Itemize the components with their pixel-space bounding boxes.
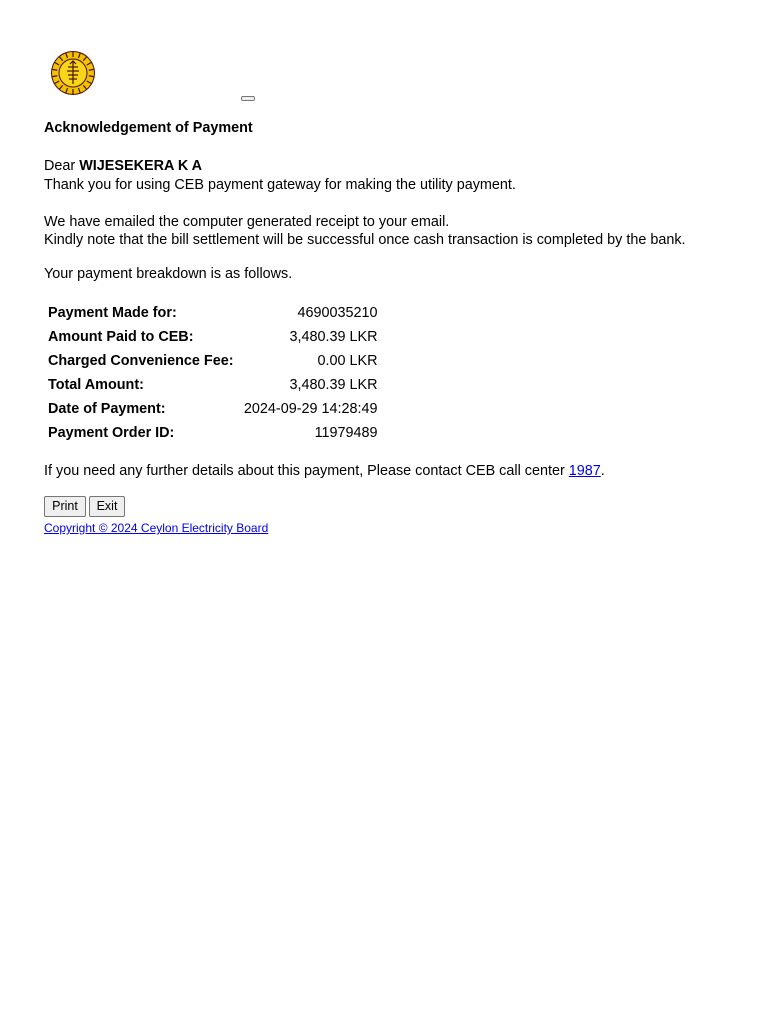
table-row: [46, 302, 380, 324]
table-row: [46, 326, 380, 348]
contact-text: If you need any further details about this payment, Please contact CEB call center: [44, 463, 565, 479]
emailed-message: We have emailed the computer generated receipt to your email.: [44, 214, 450, 230]
row-value: 2024-09-29 14:28:49: [243, 401, 378, 417]
call-center-link[interactable]: 1987: [568, 463, 601, 479]
customer-name: WIJESEKERA K A: [79, 158, 203, 174]
row-label: Amount Paid to CEB:: [48, 329, 194, 345]
row-label: Total Amount:: [48, 377, 144, 393]
table-row: [46, 350, 380, 372]
thanks-message: Thank you for using CEB payment gateway for making the utility payment.: [44, 177, 516, 193]
row-label: Payment Made for:: [48, 305, 177, 321]
ceb-logo-icon: [50, 48, 96, 98]
page-title: Acknowledgement of Payment: [44, 120, 253, 136]
contact-message: [44, 462, 605, 480]
print-button[interactable]: Print: [44, 496, 86, 517]
row-value: 11979489: [314, 425, 378, 441]
exit-button[interactable]: Exit: [89, 496, 125, 517]
row-value: 0.00 LKR: [317, 353, 378, 369]
copyright-link[interactable]: Copyright © 2024 Ceylon Electricity Board: [44, 521, 269, 535]
table-row: [46, 422, 380, 444]
payment-breakdown-table: [44, 300, 382, 446]
row-label: Charged Convenience Fee:: [48, 353, 234, 369]
row-value: 3,480.39 LKR: [289, 377, 378, 393]
settlement-note: Kindly note that the bill settlement will be successful once cash transaction is completed by the bank.: [44, 232, 686, 248]
row-label: Payment Order ID:: [48, 425, 175, 441]
greeting-prefix: Dear: [44, 158, 76, 174]
breakdown-intro: Your payment breakdown is as follows.: [44, 266, 293, 282]
table-row: [46, 398, 380, 420]
contact-suffix: .: [600, 463, 605, 479]
row-value: 4690035210: [297, 305, 378, 321]
table-row: [46, 374, 380, 396]
row-label: Date of Payment:: [48, 401, 166, 417]
collapse-toggle-button[interactable]: [241, 96, 255, 101]
greeting: [44, 157, 202, 175]
row-value: 3,480.39 LKR: [289, 329, 378, 345]
